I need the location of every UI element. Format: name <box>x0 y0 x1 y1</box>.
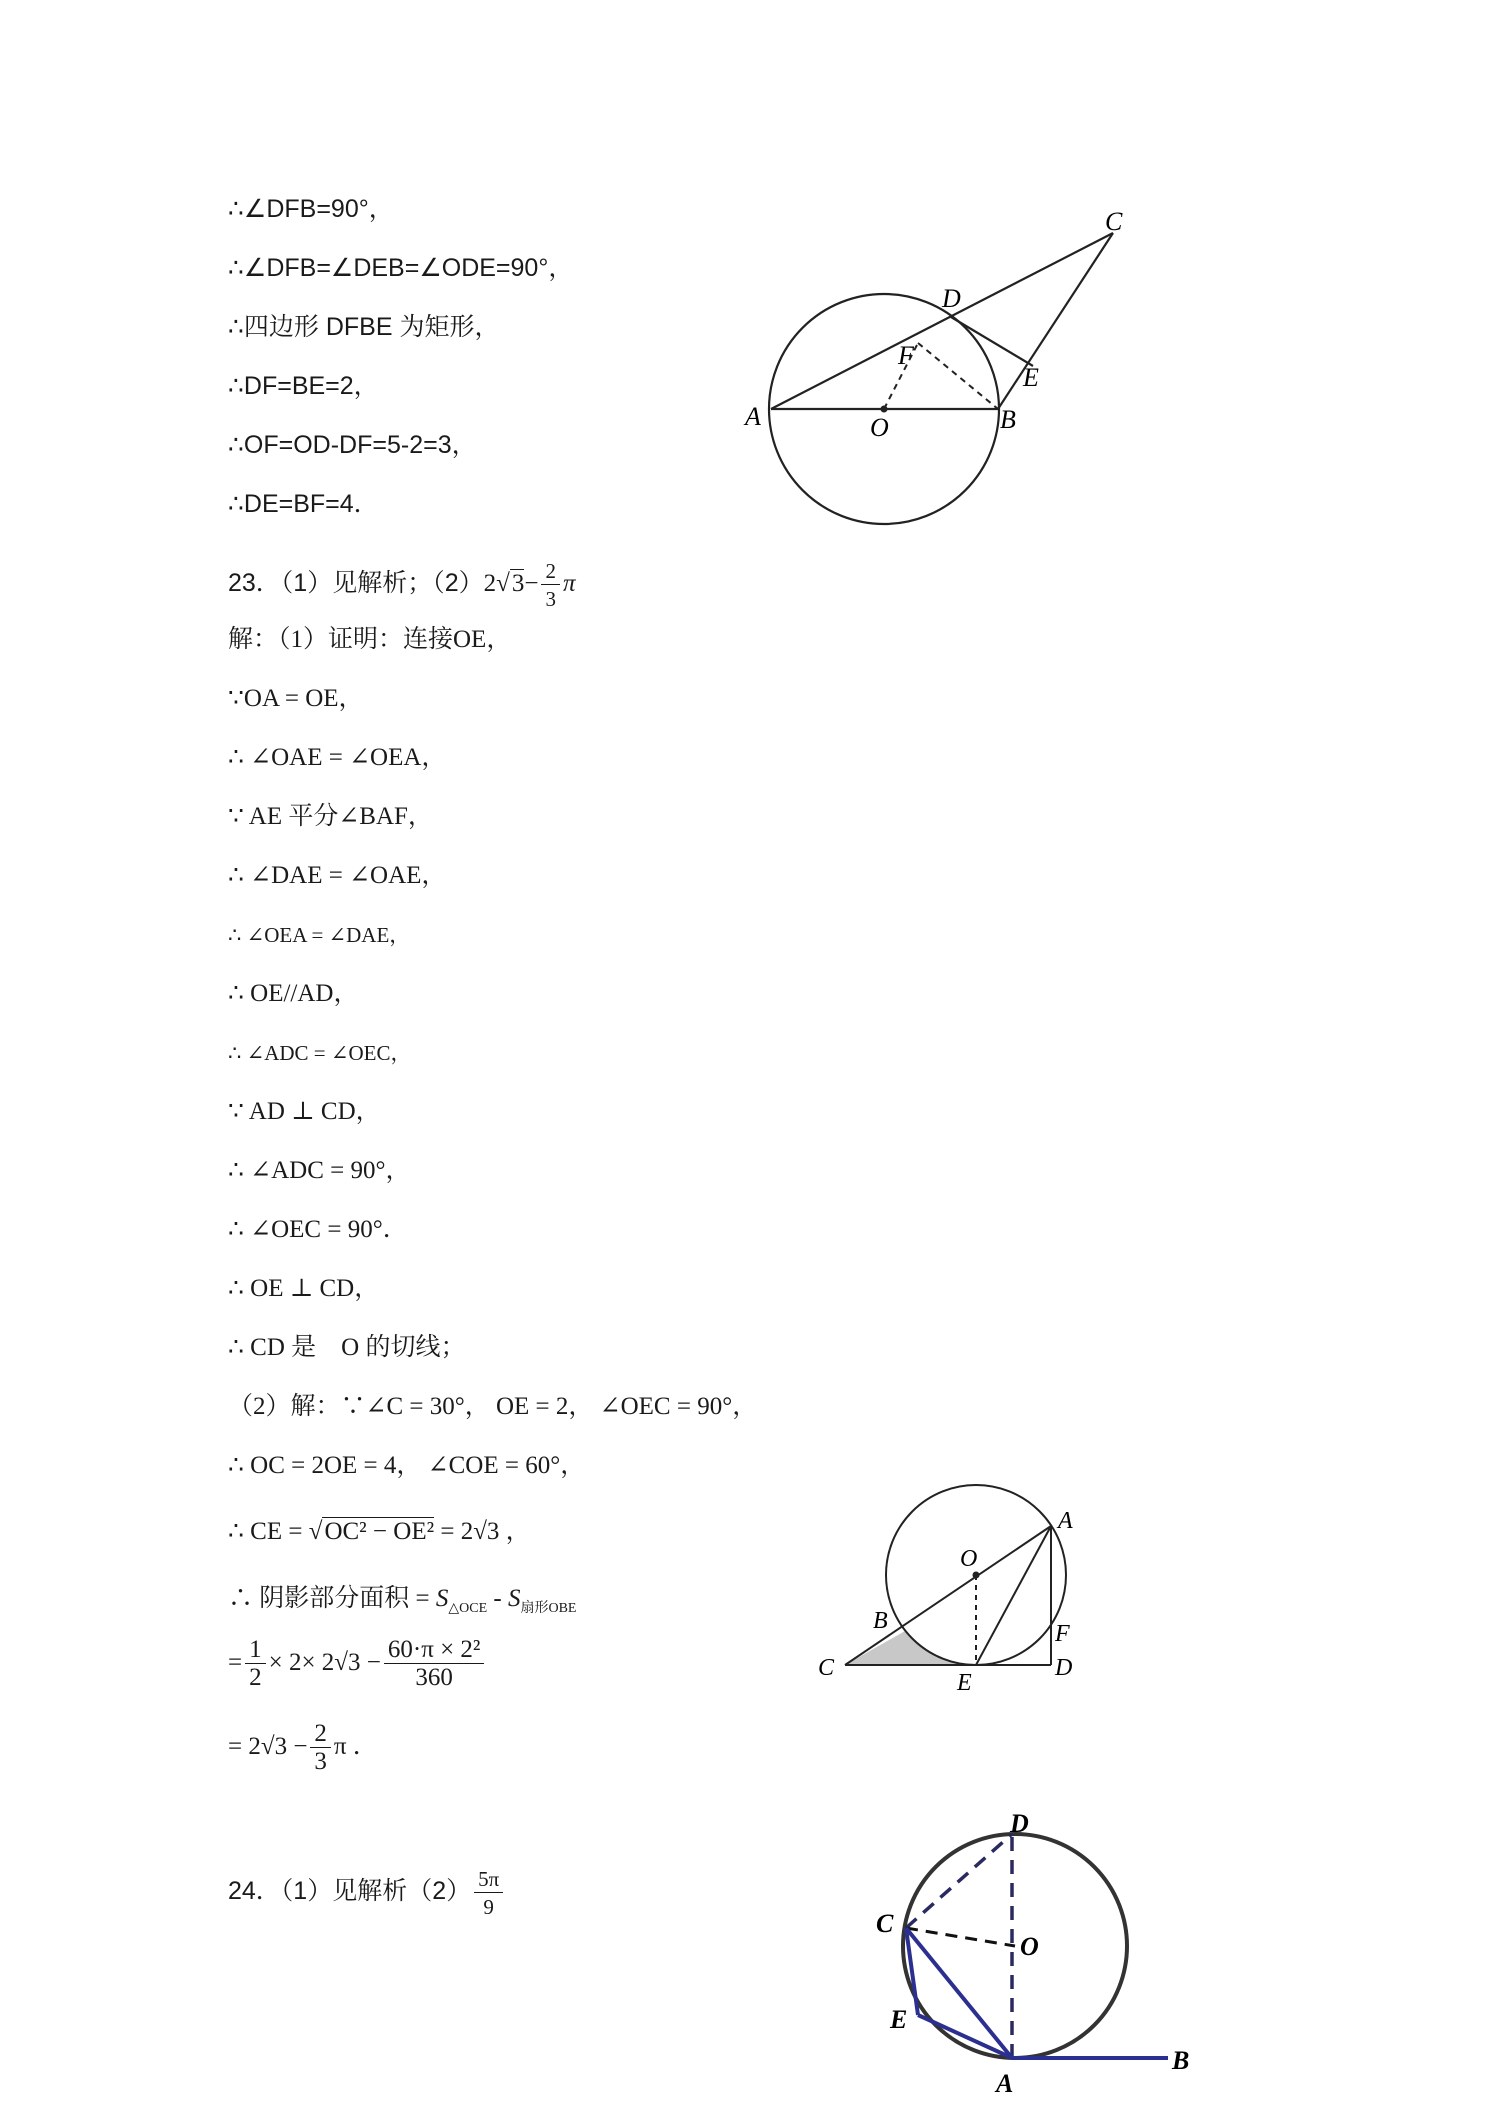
fig2-shaded-region <box>845 1631 968 1665</box>
q24-answer-fraction <box>474 1866 503 1921</box>
q23-shade-s2: S <box>507 1585 521 1612</box>
q23-step-15: ∴ OC = 2OE = 4， ∠COE = 60°， <box>228 1452 586 1479</box>
q23-shade-line <box>228 1583 576 1625</box>
proof22-line-1: ∴∠DFB=90°， <box>228 195 394 223</box>
q23-ce-prefix: ∴ CE = <box>228 1518 309 1545</box>
fig2-label-b: B <box>873 1608 888 1634</box>
q23-answer-minus: − <box>524 570 539 598</box>
fig2-center-dot <box>973 1572 980 1579</box>
q23-ce-line: ∴ CE = √OC² − OE² = 2√3 ， <box>228 1518 531 1545</box>
fig1-center-dot <box>881 406 888 413</box>
fig1-label-a: A <box>745 402 761 431</box>
fig3-dashed-co <box>906 1928 1015 1946</box>
q23-shade-s2-sub: 扇形OBE <box>520 1601 577 1616</box>
fig2-line-ca <box>845 1526 1051 1665</box>
fig2-label-c: C <box>818 1655 835 1681</box>
fig1-label-e: E <box>1023 363 1039 392</box>
fig3-label-c: C <box>876 1909 894 1938</box>
fig1-line-cb <box>998 233 1113 409</box>
q23-step-3: ∴ ∠OAE = ∠OEA， <box>228 744 447 771</box>
q23-final-frac <box>310 1721 331 1776</box>
q23-step-12: ∴ OE ⊥ CD， <box>228 1275 380 1302</box>
q23-step-1: 解：（1）证明：连接OE， <box>228 626 512 653</box>
q24-header-prefix: 24．（1）见解析（2） <box>228 1877 472 1906</box>
fig3-label-a: A <box>996 2069 1014 2098</box>
fig1-line-ac <box>771 233 1113 409</box>
fig3-label-b: B <box>1172 2046 1190 2075</box>
fig2-label-o: O <box>960 1546 978 1572</box>
fig1-label-c: C <box>1105 207 1123 236</box>
proof22-line-2: ∴∠DFB=∠DEB=∠ODE=90°， <box>228 254 574 282</box>
fig3-label-o: O <box>1020 1932 1039 1961</box>
figure-circle-tangent-2 <box>810 1480 1130 1710</box>
q24-answer-num: 5π <box>478 1867 500 1891</box>
q23-answer-pi: π <box>562 570 576 598</box>
q23-shade-dash: - <box>487 1585 508 1612</box>
q23-ce-result: = 2√3 ， <box>434 1518 531 1545</box>
q23-step-4: ∵ AE 平分∠BAF， <box>228 803 433 830</box>
fig1-label-b: B <box>1000 405 1016 434</box>
q23-calc-frac1-den: 2 <box>245 1663 266 1692</box>
proof22-line-4: ∴DF=BE=2， <box>228 372 379 400</box>
q23-step-2: ∵OA = OE， <box>228 685 364 712</box>
q23-answer-frac-den: 3 <box>541 584 560 613</box>
q23-calc-mid: × 2× 2√3 − <box>268 1649 381 1677</box>
q23-answer-frac-num: 2 <box>545 559 556 583</box>
fig3-label-d: D <box>1010 1809 1029 1838</box>
q23-step-10: ∴ ∠ADC = 90°， <box>228 1157 411 1184</box>
q23-calc-frac1-num: 1 <box>249 1636 262 1663</box>
proof22-line-6: ∴DE=BF=4． <box>228 490 379 518</box>
q23-step-7: ∴ OE//AD， <box>228 980 359 1007</box>
q23-calc-frac2-num: 60·π × 2² <box>387 1636 481 1663</box>
proof22-line-5: ∴OF=OD-DF=5-2=3， <box>228 431 477 459</box>
q23-final-line <box>228 1721 378 1776</box>
q23-final-frac-den: 3 <box>310 1747 331 1776</box>
q23-final-frac-num: 2 <box>314 1720 327 1747</box>
q23-answer-fraction <box>541 558 560 613</box>
q23-header-prefix: 23．（1）见解析；（2） <box>228 569 484 598</box>
q23-step-5: ∴ ∠DAE = ∠OAE， <box>228 862 447 889</box>
q23-header: 23．（1）见解析；（2）2√3− $\frac{2}{3}$ π <box>228 559 576 611</box>
fig2-label-f: F <box>1055 1621 1070 1647</box>
q23-calc-frac2-den: 360 <box>384 1663 485 1692</box>
fig1-label-f: F <box>898 341 914 370</box>
q23-shade-prefix: ∴ 阴影部分面积 = <box>228 1585 436 1612</box>
fig1-label-d: D <box>942 284 961 313</box>
q23-calc-eq: = <box>228 1649 243 1677</box>
fig2-label-a: A <box>1058 1508 1073 1534</box>
figure-circle-tangent-1 <box>730 200 1150 540</box>
fig3-line-ca <box>906 1928 1012 2058</box>
fig3-line-ea <box>918 2015 1012 2058</box>
q23-calc-frac2 <box>384 1637 485 1692</box>
q24-header <box>228 1866 506 1921</box>
q23-calc-frac1 <box>245 1637 266 1692</box>
q23-shade-s1-sub: △OCE <box>448 1601 488 1616</box>
fig3-label-e: E <box>890 2005 908 2034</box>
q23-final-tail: π ． <box>333 1733 378 1761</box>
q24-answer-den: 9 <box>474 1892 503 1921</box>
q23-step-9: ∵ AD ⊥ CD， <box>228 1098 381 1125</box>
q23-answer-coef: 2 <box>483 570 497 598</box>
fig2-label-e: E <box>957 1670 972 1696</box>
fig1-dashed-fb <box>918 343 998 409</box>
proof22-line-3: ∴四边形 DFBE 为矩形， <box>228 313 500 341</box>
q23-final-eq: = 2√3 − <box>228 1733 308 1761</box>
q23-step-11: ∴ ∠OEC = 90°． <box>228 1216 408 1243</box>
fig2-line-ae <box>976 1526 1051 1665</box>
q23-step-14: （2）解：∵∠C = 30°， OE = 2， ∠OEC = 90°， <box>228 1393 758 1420</box>
q23-shade-s1: S <box>435 1585 449 1612</box>
q23-step-8: ∴ ∠ADC = ∠OEC， <box>228 1041 412 1065</box>
q23-ce-radicand: OC² − OE² <box>324 1518 435 1545</box>
fig1-line-de <box>951 317 1033 366</box>
fig2-label-d: D <box>1055 1655 1073 1681</box>
figure-circle-tangent-3 <box>860 1800 1210 2104</box>
q23-calc-line <box>228 1637 487 1692</box>
q23-step-13: ∴ CD 是 O 的切线； <box>228 1334 466 1361</box>
fig1-label-o: O <box>870 413 889 442</box>
q23-step-6: ∴ ∠OEA = ∠DAE， <box>228 923 411 947</box>
q23-answer-radicand: 3 <box>511 570 525 598</box>
